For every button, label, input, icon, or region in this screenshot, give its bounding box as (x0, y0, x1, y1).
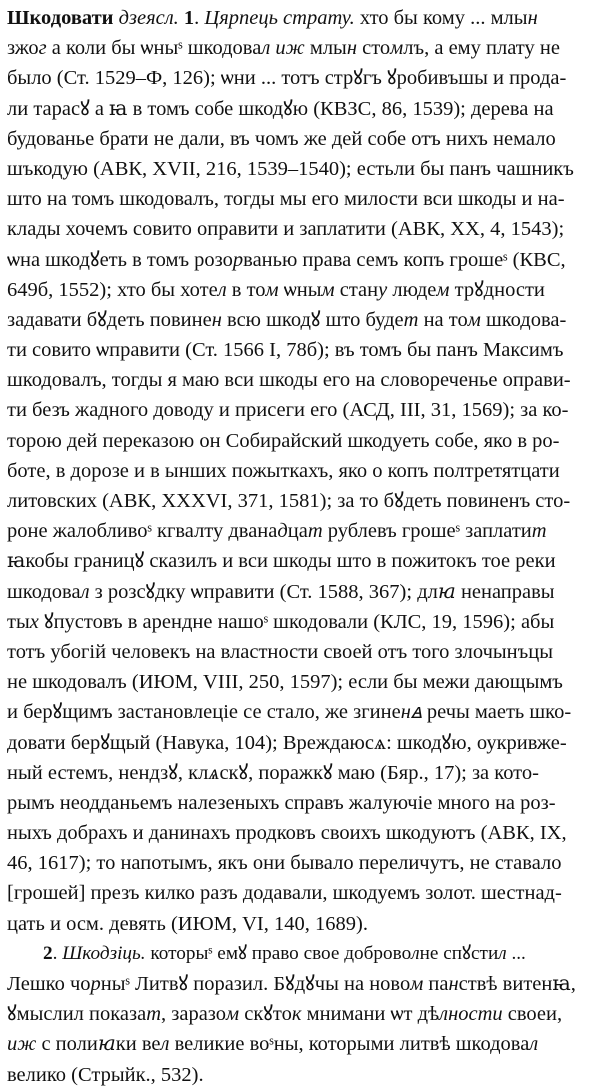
text-run: з розсꙋдку ѡправити (Ст. 1588, 367); дл (89, 580, 438, 603)
text-line (7, 607, 587, 637)
text-run: ѡны (278, 278, 322, 301)
text-run: будованье брати не дали, въ чомъ же дей собе отъ нихъ немало (7, 127, 556, 150)
text-run: лъ, а ему плату не (403, 37, 560, 60)
text-run: ванью права семъ копъ грошеˢ (КВС, (243, 248, 566, 271)
text-run: торою дей переказою он Собирайский шкодуеть собе, яко в ро- (7, 429, 560, 452)
text-run: т (307, 520, 323, 543)
text-line (7, 728, 587, 758)
text-run: ... (506, 942, 526, 964)
text-run: сто (357, 37, 391, 60)
text-run: тотъ убогій человекъ на властности своей отъ того злочынъцы (7, 640, 553, 663)
text-run: м (390, 37, 404, 60)
text-run: ныхъ добрахъ и данинахъ продковъ своихъ шкодуютъ (АВК, IX, (7, 822, 567, 845)
text-line (7, 577, 587, 607)
text-run: ꙗ (97, 1033, 116, 1056)
text-run: ненаправы (455, 580, 555, 603)
text-run: л (529, 1033, 539, 1056)
text-run: а коли бы ѡныˢ шкодова (46, 37, 262, 60)
text-run: у (378, 278, 388, 301)
text-run: м (410, 973, 424, 995)
text-line (7, 1029, 587, 1059)
text-run: шкодовалъ, тогды я маю вси шкоды его на словореченье оправи- (7, 369, 571, 392)
text-line (7, 245, 587, 275)
text-run: х (29, 610, 39, 633)
text-run: не спꙋсти (419, 942, 499, 964)
text-run: на то (418, 308, 468, 331)
text-run: т (403, 308, 419, 331)
text-run: млы (304, 37, 347, 60)
text-run: л (160, 1033, 170, 1056)
text-line (7, 456, 587, 486)
text-line (7, 275, 587, 305)
text-run: ли тарасꙋ а ꙗ в томъ собе шкодꙋю (КВЗС, 86, 1539); дерева на (7, 97, 554, 120)
text-run: литовских (АВК, XXXVI, 371, 1581); за то бꙋдеть повиненъ сто- (7, 490, 571, 512)
text-run: Шкодзіць. (62, 942, 146, 964)
text-run: н (448, 973, 459, 995)
text-run: н (527, 7, 538, 29)
text-run: ный естемъ, нендзꙋ, кл (7, 761, 209, 784)
text-line (7, 33, 587, 63)
text-run: м (436, 278, 450, 301)
text-run: цать и осм. девять (ИЮМ, VI, 140, 1689). (7, 912, 368, 935)
text-run: ѡна шкодꙋеть в томъ розо (7, 248, 233, 271)
text-run: што на томъ шкодовалъ, тогды мы его милости вси шкоды и на- (7, 188, 565, 211)
text-run: ности (448, 1003, 503, 1026)
text-run: ца (287, 520, 308, 543)
text-run: своеи, (502, 1003, 563, 1026)
text-line (7, 365, 587, 395)
text-run: ти безъ жадного доводу и присеги его (АСД, III, 31, 1569); за ко- (7, 399, 569, 422)
text-line (7, 154, 587, 184)
text-run: м (265, 278, 279, 301)
text-run: ꙗкобы границꙋ сказилъ и вси шкоды што в пожитокъ тое реки (7, 550, 556, 573)
text-line (7, 818, 587, 848)
text-run: л (217, 278, 227, 301)
text-run: к (291, 1003, 302, 1026)
text-run: рымъ неодданьемъ налезеныхъ справъ жалуючіе много на роз- (7, 791, 556, 814)
text-run: велико (Стрыйк., 532). (7, 1063, 204, 1086)
text-line (7, 1060, 587, 1090)
text-run: м (467, 308, 481, 331)
text-line (7, 788, 587, 818)
text-run: ти совито ѡправити (Ст. 1566 I, 78б); въ томъ бы панъ Максимъ (7, 339, 564, 362)
text-run: 1 (183, 7, 195, 29)
text-run: л (261, 37, 271, 60)
text-line (7, 939, 587, 969)
text-line (7, 667, 587, 697)
text-run: великие воˢны, которыми литвѣ шкодова (169, 1033, 530, 1056)
text-run: ꙗ (437, 580, 456, 603)
text-run: м (321, 278, 335, 301)
text-line (7, 335, 587, 365)
text-run: [грошей] презъ килко разъ додавали, шкодуемъ золот. шестнад- (7, 882, 562, 905)
text-line (7, 758, 587, 788)
text-run: мнимани ѡт дѣ (301, 1003, 440, 1026)
text-run: задавати бꙋдеть повине (7, 308, 212, 331)
text-line (7, 426, 587, 456)
text-run: шъкодую (АВК, XVII, 216, 1539–1540); естьли бы панъ чашникъ (7, 157, 574, 180)
text-run: в то (226, 278, 266, 301)
text-run: которыˢ емꙋ право свое доброво (145, 942, 412, 964)
text-run: т (531, 520, 547, 543)
text-run: рублевъ грошеˢ заплати (322, 520, 532, 543)
text-run: скꙋто (239, 1003, 292, 1026)
text-run: Шкодовати (7, 7, 114, 29)
text-run: л (439, 1003, 449, 1026)
text-line (7, 848, 587, 878)
text-run: м (226, 1003, 240, 1026)
text-run: люде (387, 278, 437, 301)
text-run: речы маеть шко- (421, 701, 572, 724)
text-run: клады хочемъ совито оправити и заплатити (АВК, XX, 4, 1543); (7, 218, 565, 241)
text-line (7, 214, 587, 244)
text-run: Лешко чо (7, 973, 91, 995)
text-run: ки ве (115, 1033, 161, 1056)
text-run: стан (334, 278, 379, 301)
text-run: т (146, 1003, 161, 1026)
text-run: 2 (43, 942, 53, 964)
text-run: ѧ (208, 761, 220, 784)
text-run: 649б, 1552); хто бы хоте (7, 278, 218, 301)
text-run: нꙙ (400, 701, 422, 724)
text-line (7, 969, 587, 999)
text-run: иж (7, 1033, 37, 1056)
text-run: шкодова (7, 580, 81, 603)
text-run: ꙋпустовъ в арендне нашоˢ шкодовали (КЛС, 19, 1596); абы (38, 610, 555, 633)
text-line (7, 3, 587, 33)
text-line (7, 637, 587, 667)
text-run: зжо (7, 37, 39, 60)
text-run: иж (275, 37, 305, 60)
text-line (7, 184, 587, 214)
text-run: ныˢ Литвꙋ поразил. Бꙋдꙋчы на ново (100, 973, 411, 995)
text-run: не шкодовалъ (ИЮМ, VIII, 250, 1597); если бы межи дающымъ (7, 671, 563, 694)
text-line (7, 305, 587, 335)
text-run: роне жалобливоˢ кгвалту двана (7, 520, 278, 543)
text-run: . (52, 942, 63, 964)
text-run: л (80, 580, 90, 603)
text-run: л (498, 942, 507, 964)
text-run: и берꙋщимъ застановлеціе се стало, же згине (7, 701, 401, 724)
text-run: шкодова- (480, 308, 567, 331)
text-run: было (Ст. 1529–Ф, 126); ѡни ... тотъ стрꙋгъ ꙋробивъшы и прода- (7, 67, 567, 90)
text-line (7, 63, 587, 93)
text-run: дзеясл. (118, 7, 179, 29)
text-run: р (232, 248, 244, 271)
text-run: Цярпець страту. (204, 7, 355, 29)
text-run: н (211, 308, 222, 331)
text-run: скꙋ, поражкꙋ маю (Бяр., 17); за кото- (219, 761, 539, 784)
text-run: ꙋмыслил показа (7, 1003, 147, 1026)
text-line (7, 878, 587, 908)
text-run: трꙋдности (449, 278, 545, 301)
text-run: ты (7, 610, 30, 633)
text-line (7, 124, 587, 154)
text-line (7, 546, 587, 576)
text-run: д (277, 520, 288, 543)
text-run: всю шкодꙋ што буде (221, 308, 404, 331)
text-run: 46, 1617); то напотымъ, якъ они бывало переличутъ, не ставало (7, 852, 562, 875)
text-run: па (423, 973, 449, 995)
text-line (7, 909, 587, 939)
text-run: г (38, 37, 47, 60)
text-line (7, 697, 587, 727)
text-line (7, 395, 587, 425)
dictionary-entry (7, 3, 587, 1090)
text-run: , заразо (161, 1003, 227, 1026)
text-run: н (346, 37, 357, 60)
text-line (7, 516, 587, 546)
text-run: . (194, 7, 205, 29)
text-run: ствѣ витенꙗ, (458, 973, 576, 995)
text-run: р (90, 973, 101, 995)
text-line (7, 999, 587, 1029)
text-run: боте, в дорозе и в ынших пожыткахъ, яко о копъ полтретятцати (7, 459, 560, 482)
text-line (7, 94, 587, 124)
text-run: довати берꙋщый (Навука, 104); Вреждаюсѧ: шкодꙋю, оукривже- (7, 731, 567, 754)
text-run: л (411, 942, 420, 964)
text-run: с поли (36, 1033, 98, 1056)
text-run: хто бы кому ... млы (354, 7, 528, 29)
text-line (7, 486, 587, 516)
